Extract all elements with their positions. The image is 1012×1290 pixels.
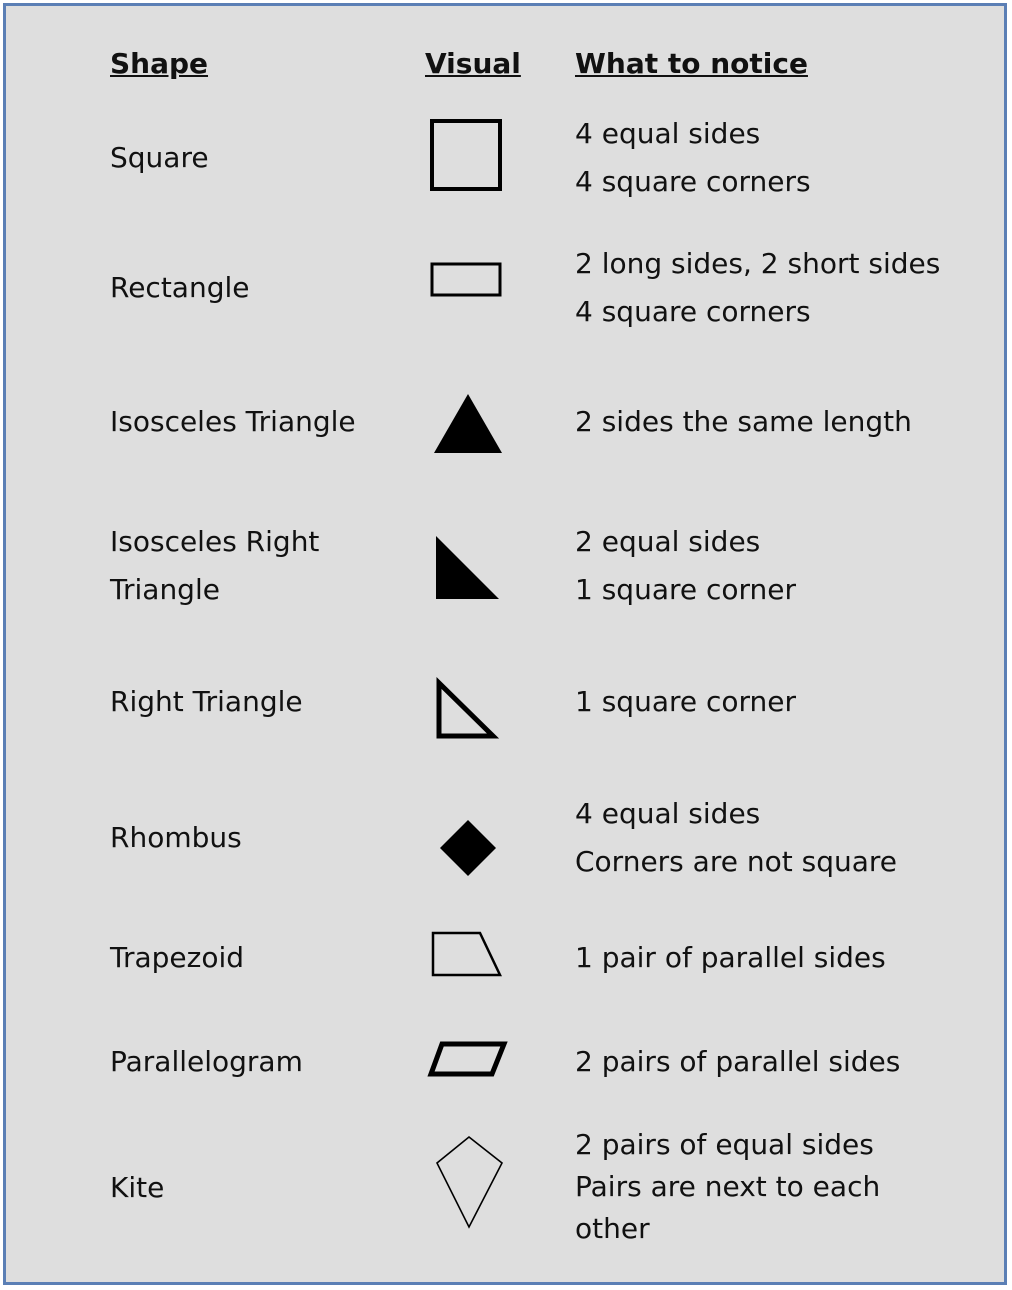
shape-name-line: Trapezoid [110,941,245,974]
isosceles-triangle-icon [426,390,506,454]
shape-name [110,1164,410,1212]
notice-line: 2 pairs of parallel sides [575,1045,901,1078]
notice-line: 2 sides the same length [575,405,912,438]
shape-name [110,678,410,726]
shape-name-line: Kite [110,1171,165,1204]
header-shape: Shape [110,47,209,80]
notice-line: 1 pair of parallel sides [575,941,886,974]
shape-notice [575,518,975,614]
shape-name-line: Rectangle [110,271,250,304]
notice-line: 2 pairs of equal sides [575,1128,874,1161]
shape-name-line: Isosceles Triangle [110,405,356,438]
shape-name-line: Isosceles Right [110,525,320,558]
notice-line: 4 square corners [575,295,811,328]
shape-name [110,814,410,862]
shape-name-line: Square [110,141,209,174]
rectangle-icon [426,260,506,300]
header-notice: What to notice [575,47,808,80]
header-visual: Visual [425,47,521,80]
shape-name [110,264,410,312]
right-triangle-icon [426,676,506,742]
shape-notice [575,1038,975,1086]
shape-notice [575,1124,975,1250]
shape-name [110,518,410,614]
notice-line: 2 long sides, 2 short sides [575,247,941,280]
trapezoid-icon [426,930,506,980]
parallelogram-icon [426,1039,510,1079]
notice-line: 4 equal sides [575,117,761,150]
notice-line: 4 square corners [575,165,811,198]
isosceles-right-triangle-icon [426,532,506,604]
shape-notice [575,240,975,336]
notice-line: Pairs are next to each [575,1170,881,1203]
notice-line: Corners are not square [575,845,897,878]
shape-reference-card [3,3,1007,1285]
shape-name-line: Triangle [110,573,220,606]
shape-name [110,1038,410,1086]
square-icon [426,115,506,195]
shape-notice [575,934,975,982]
shape-name [110,934,410,982]
shape-name-line: Parallelogram [110,1045,303,1078]
notice-line: other [575,1212,650,1245]
shape-notice [575,790,975,886]
notice-line: 2 equal sides [575,525,761,558]
shape-name-line: Rhombus [110,821,242,854]
shape-name [110,398,410,446]
notice-line: 4 equal sides [575,797,761,830]
notice-line: 1 square corner [575,685,797,718]
shape-name-line: Right Triangle [110,685,303,718]
kite-icon [426,1134,510,1230]
notice-line: 1 square corner [575,573,797,606]
shape-notice [575,110,975,206]
shape-notice [575,678,975,726]
rhombus-icon [426,818,506,878]
shape-notice [575,398,975,446]
shape-name [110,134,410,182]
